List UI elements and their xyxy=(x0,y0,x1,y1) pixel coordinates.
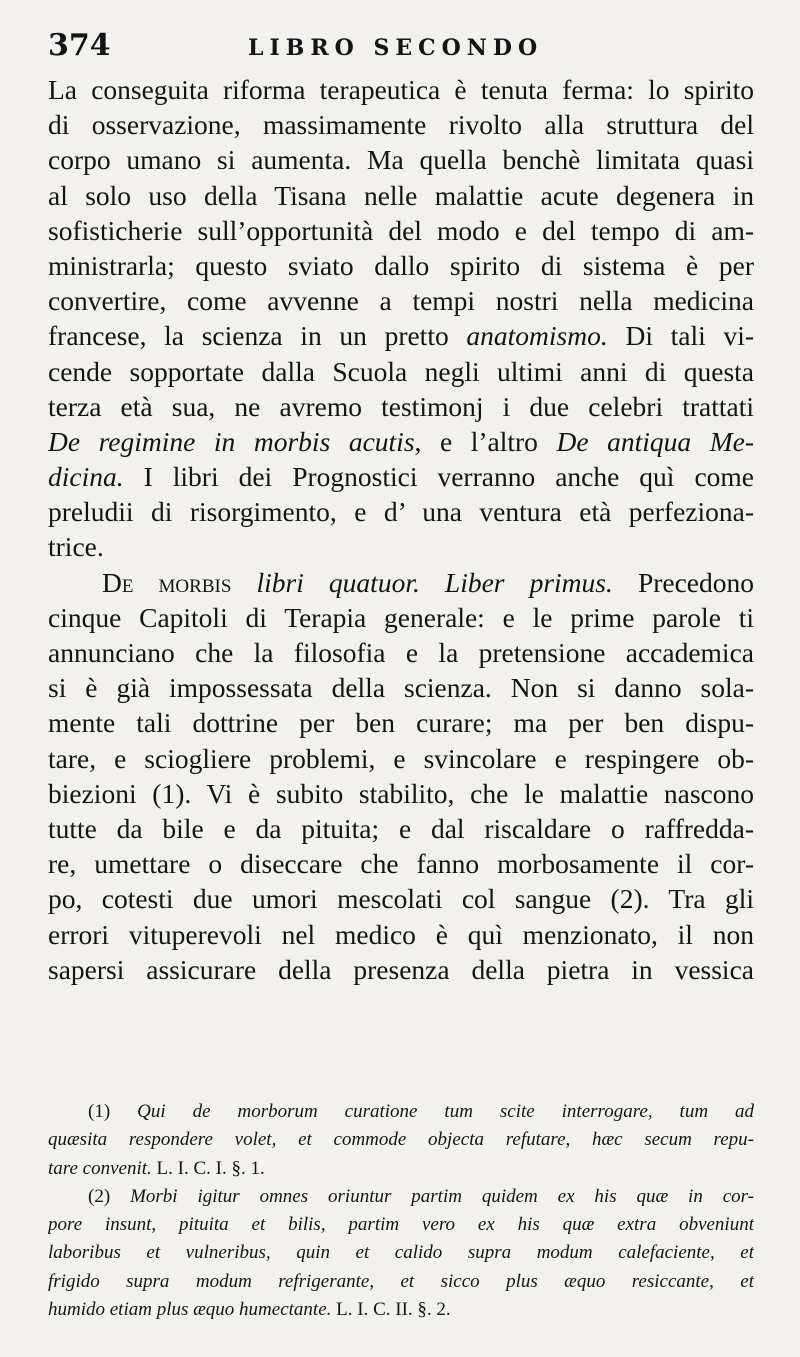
text-segment: Precedono xyxy=(637,566,754,598)
text-line: cende sopportate dalla Scuola negli ultimi anni di questa xyxy=(48,355,754,387)
footnote-text: laboribus et vulneribus, quin et calido supra modum calefaciente, et xyxy=(48,1242,754,1264)
text-line: po, cotesti due umori mescolati col sangue (2). Tra gli xyxy=(48,883,754,915)
footnote-text: Morbi igitur omnes oriuntur partim quidem ex his quæ in cor- xyxy=(130,1185,754,1207)
text-line: convertire, come avvenne a tempi nostri nella medicina xyxy=(48,285,754,317)
footnote-line xyxy=(48,1296,754,1324)
text-line: tare, e sciogliere problemi, e svincolare e respingere ob- xyxy=(48,742,754,774)
footnote-2 xyxy=(48,1183,754,1324)
text-line: errori vituperevoli nel medico è quì menzionato, il non xyxy=(48,918,754,950)
text-line: terza età sua, ne avremo testimonj i due celebri trattati xyxy=(48,390,754,422)
page-header xyxy=(48,28,754,72)
footnote-line xyxy=(48,1126,754,1154)
footnote-text: quæsita respondere volet, et commode objecta refutare, hæc secum repu- xyxy=(48,1129,754,1151)
text-line xyxy=(48,424,754,459)
italic-title: De regimine in morbis acutis xyxy=(48,425,415,457)
text-line: tutte da bile e da pituita; e dal riscaldare o raffredda- xyxy=(48,812,754,844)
text-segment: francese, la scienza in un pretto xyxy=(48,320,449,352)
text-line: biezioni (1). Vi è subito stabilito, che le malattie nascono xyxy=(48,777,754,809)
paragraph-2 xyxy=(48,565,754,987)
text-line: cinque Capitoli di Terapia generale: e le prime parole ti xyxy=(48,601,754,633)
footnote-line xyxy=(48,1239,754,1267)
text-line xyxy=(48,318,754,353)
text-line xyxy=(48,565,754,600)
text-line: preludii di risorgimento, e d’ una ventura età perfeziona- xyxy=(48,496,754,528)
footnote-text: tare convenit. xyxy=(48,1157,152,1179)
text-line: annunciano che la filosofia e la pretensione accademica xyxy=(48,637,754,668)
footnote-line xyxy=(48,1268,754,1296)
text-line xyxy=(48,459,754,494)
text-line: corpo umano si aumenta. Ma quella benchè limitata quasi xyxy=(48,144,754,176)
text-line: sapersi assicurare della presenza della pietra in vessica xyxy=(48,953,754,985)
italic-title: De antiqua Me- xyxy=(556,425,754,457)
main-text xyxy=(48,72,754,987)
footnote-text: Qui de morborum curatione tum scite interrogare, tum ad xyxy=(137,1101,754,1122)
text-line: di osservazione, massimamente rivolto alla struttura del xyxy=(48,109,754,141)
section-lead: De morbis xyxy=(102,566,232,598)
footnote-reference: L. I. C. I. §. 1. xyxy=(156,1157,265,1179)
text-segment: , e l’altro xyxy=(414,425,538,457)
text-line: al solo uso della Tisana nelle malattie acute degenera in xyxy=(48,179,754,211)
footnote-line xyxy=(48,1211,754,1239)
paragraph-1 xyxy=(48,72,754,565)
footnote-line xyxy=(48,1155,754,1183)
footnote-text: frigido supra modum refrigerante, et sicco plus æquo resiccante, et xyxy=(48,1270,754,1292)
text-line: La conseguita riforma terapeutica è tenuta ferma: lo spirito xyxy=(48,74,754,105)
footnote-text: humido etiam plus æquo humectante. xyxy=(48,1299,332,1321)
italic-title: dicina. xyxy=(48,461,124,493)
italic-term: anatomismo. xyxy=(466,320,608,352)
text-line: re, umettare o diseccare che fanno morbosamente il cor- xyxy=(48,848,754,880)
text-line: ministrarla; questo sviato dallo spirito di sistema è per xyxy=(48,249,754,281)
text-line: trice. xyxy=(48,531,104,563)
text-segment: Di tali vi- xyxy=(625,320,754,352)
footnote-marker: (1) xyxy=(88,1101,111,1122)
footnotes xyxy=(48,1098,754,1324)
footnote-1 xyxy=(48,1098,754,1183)
footnote-text: pore insunt, pituita et bilis, partim vero ex his quæ extra obveniunt xyxy=(48,1214,754,1236)
footnote-reference: L. I. C. II. §. 2. xyxy=(336,1299,451,1321)
text-line: si è già impossessata della scienza. Non si danno sola- xyxy=(48,672,754,704)
footnote-line xyxy=(48,1183,754,1211)
text-line: sofisticherie sull’opportunità del modo e del tempo di am- xyxy=(48,214,754,246)
footnote-marker: (2) xyxy=(88,1185,111,1207)
page-number: 374 xyxy=(48,28,111,63)
italic-title: libri quatuor. Liber primus. xyxy=(256,566,613,598)
running-title: LIBRO SECONDO xyxy=(248,35,544,61)
text-segment: I libri dei Prognostici verranno anche quì come xyxy=(143,461,754,493)
text-line: mente tali dottrine per ben curare; ma per ben dispu- xyxy=(48,707,754,739)
footnote-line xyxy=(48,1098,754,1126)
